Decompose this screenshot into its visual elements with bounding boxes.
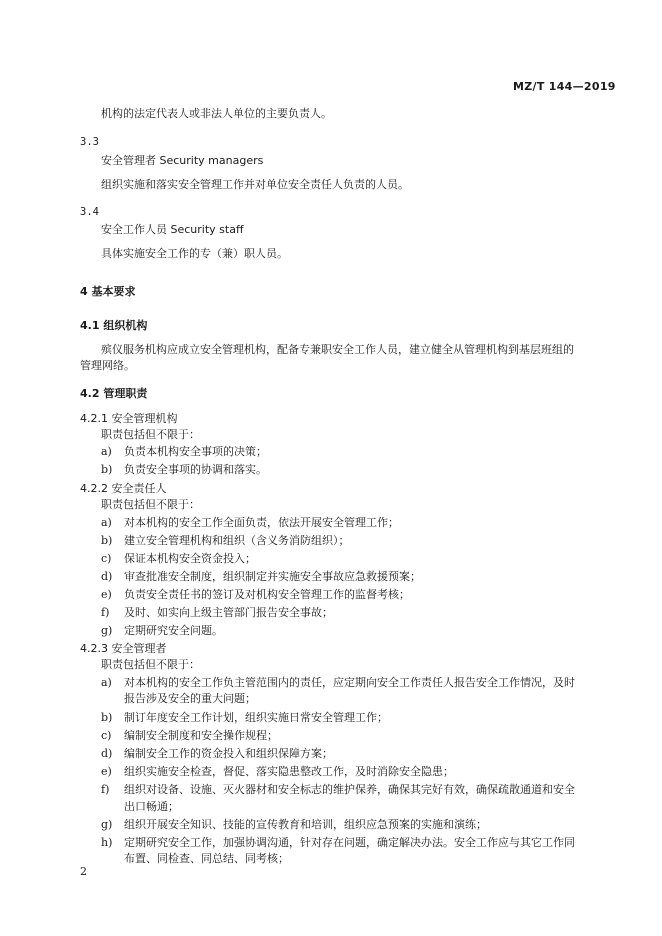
list-item-continuation: 报告涉及安全的重大问题；	[124, 692, 256, 705]
standard-number: MZ/T 144—2019	[513, 80, 616, 93]
list-item-letter: h)	[101, 836, 113, 849]
list-item-letter: e)	[101, 588, 112, 601]
list-item-letter: g)	[101, 818, 113, 831]
section-4-1-body-line2: 管理网络。	[80, 359, 135, 372]
list-item-letter: a)	[101, 676, 112, 689]
page-number: 2	[80, 865, 87, 878]
term-3-4: 安全工作人员 Security staff	[101, 223, 244, 236]
clause-3-4-number: 3.4	[80, 206, 99, 218]
list-item: 定期研究安全问题。	[124, 624, 223, 637]
section-4-title: 4 基本要求	[80, 285, 136, 298]
section-4-1-title: 4.1 组织机构	[80, 319, 148, 332]
clause-4-2-2-intro: 职责包括但不限于：	[101, 498, 200, 511]
section-4-1-body-line1: 殡仪服务机构应成立安全管理机构，配备专兼职安全工作人员，建立健全从管理机构到基层班组的	[101, 343, 574, 356]
clause-4-2-2-title: 4.2.2 安全责任人	[80, 482, 167, 495]
list-item-continuation: 出口畅通；	[124, 800, 179, 813]
list-item-letter: g)	[101, 624, 113, 637]
clause-4-2-3-intro: 职责包括但不限于：	[101, 658, 200, 671]
list-item: 定期研究安全工作，加强协调沟通，针对存在问题，确定解决办法。安全工作应与其它工作同	[124, 836, 575, 849]
section-4-2-title: 4.2 管理职责	[80, 387, 148, 400]
list-item-letter: d)	[101, 747, 113, 760]
clause-4-2-3-title: 4.2.3 安全管理者	[80, 642, 167, 655]
list-item-letter: b)	[101, 711, 113, 724]
list-item: 负责安全责任书的签订及对机构安全管理工作的监督考核；	[124, 588, 410, 601]
list-item: 建立安全管理机构和组织（含义务消防组织）；	[124, 534, 350, 547]
list-item: 组织实施安全检查，督促、落实隐患整改工作，及时消除安全隐患；	[124, 765, 454, 778]
list-item-letter: a)	[101, 516, 112, 529]
list-item: 对本机构的安全工作全面负责，依法开展安全管理工作；	[124, 516, 399, 529]
list-item-continuation: 布置、同检查、同总结、同考核；	[124, 852, 289, 865]
clause-4-2-1-title: 4.2.1 安全管理机构	[80, 412, 178, 425]
list-item-letter: b)	[101, 534, 113, 547]
list-item: 负责安全事项的协调和落实。	[124, 463, 267, 476]
list-item-letter: c)	[101, 552, 112, 565]
list-item-letter: b)	[101, 463, 113, 476]
list-item-letter: f)	[101, 783, 110, 796]
list-item-letter: c)	[101, 729, 112, 742]
definition-3-4: 具体实施安全工作的专（兼）职人员。	[101, 247, 288, 260]
list-item-letter: d)	[101, 570, 113, 583]
term-3-3: 安全管理者 Security managers	[101, 154, 264, 167]
list-item-letter: e)	[101, 765, 112, 778]
list-item: 保证本机构安全资金投入；	[124, 552, 256, 565]
list-item: 组织对设备、设施、灭火器材和安全标志的维护保养，确保其完好有效，确保疏散通道和安全	[124, 783, 575, 796]
list-item: 组织开展安全知识、技能的宣传教育和培训，组织应急预案的实施和演练；	[124, 818, 487, 831]
list-item-letter: a)	[101, 445, 112, 458]
list-item-letter: f)	[101, 606, 110, 619]
list-item: 对本机构的安全工作负主管范围内的责任，应定期向安全工作责任人报告安全工作情况，及时	[124, 676, 575, 689]
list-item: 审查批准安全制度，组织制定并实施安全事故应急救援预案；	[124, 570, 421, 583]
list-item: 制订年度安全工作计划，组织实施日常安全管理工作；	[124, 711, 388, 724]
list-item: 负责本机构安全事项的决策；	[124, 445, 267, 458]
clause-4-2-1-intro: 职责包括但不限于：	[101, 428, 200, 441]
clause-3-3-number: 3.3	[80, 136, 99, 148]
definition-3-2-tail: 机构的法定代表人或非法人单位的主要负责人。	[101, 107, 332, 120]
list-item: 编制安全工作的资金投入和组织保障方案；	[124, 747, 333, 760]
definition-3-3: 组织实施和落实安全管理工作并对单位安全责任人负责的人员。	[101, 178, 409, 191]
list-item: 及时、如实向上级主管部门报告安全事故；	[124, 606, 333, 619]
list-item: 编制安全制度和安全操作规程；	[124, 729, 278, 742]
